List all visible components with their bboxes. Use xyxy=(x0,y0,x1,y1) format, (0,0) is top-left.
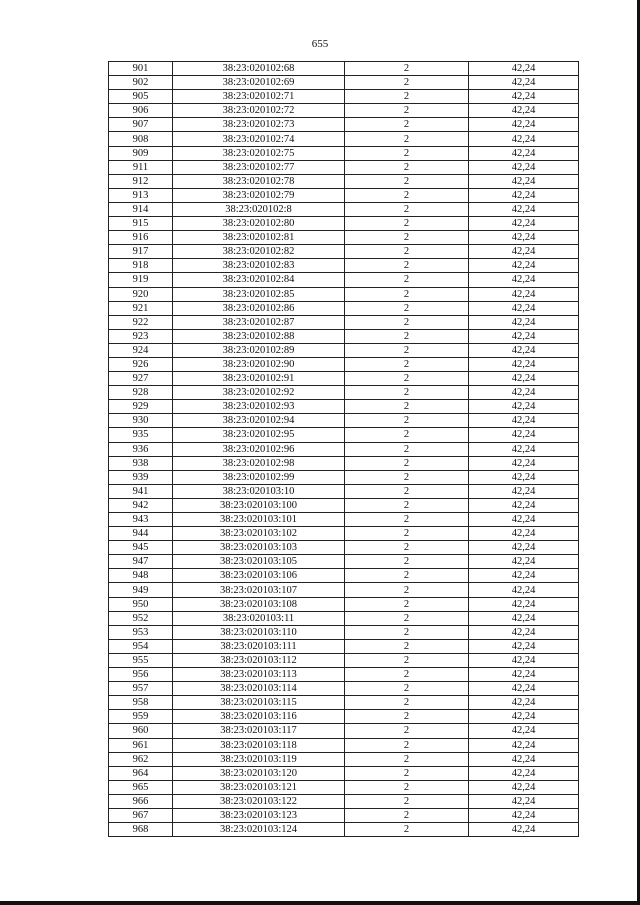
table-row xyxy=(109,583,579,597)
table-row xyxy=(109,794,579,808)
row-number-cell: 921 xyxy=(109,301,173,315)
cadastral-number-cell: 38:23:020102:96 xyxy=(173,442,345,456)
count-cell: 2 xyxy=(345,90,469,104)
area-cell: 42,24 xyxy=(469,160,579,174)
count-cell: 2 xyxy=(345,696,469,710)
count-cell: 2 xyxy=(345,597,469,611)
count-cell: 2 xyxy=(345,527,469,541)
cadastral-number-cell: 38:23:020103:101 xyxy=(173,513,345,527)
area-cell: 42,24 xyxy=(469,414,579,428)
cadastral-number-cell: 38:23:020102:8 xyxy=(173,202,345,216)
table-row xyxy=(109,62,579,76)
cadastral-number-cell: 38:23:020103:124 xyxy=(173,823,345,837)
area-cell: 42,24 xyxy=(469,273,579,287)
row-number-cell: 958 xyxy=(109,696,173,710)
area-cell: 42,24 xyxy=(469,456,579,470)
table-row xyxy=(109,668,579,682)
count-cell: 2 xyxy=(345,217,469,231)
row-number-cell: 966 xyxy=(109,794,173,808)
table-row xyxy=(109,104,579,118)
table-row xyxy=(109,639,579,653)
area-cell: 42,24 xyxy=(469,682,579,696)
cadastral-number-cell: 38:23:020102:91 xyxy=(173,372,345,386)
row-number-cell: 956 xyxy=(109,668,173,682)
area-cell: 42,24 xyxy=(469,470,579,484)
count-cell: 2 xyxy=(345,541,469,555)
row-number-cell: 938 xyxy=(109,456,173,470)
cadastral-number-cell: 38:23:020102:78 xyxy=(173,174,345,188)
count-cell: 2 xyxy=(345,372,469,386)
area-cell: 42,24 xyxy=(469,724,579,738)
cadastral-number-cell: 38:23:020102:85 xyxy=(173,287,345,301)
row-number-cell: 923 xyxy=(109,329,173,343)
row-number-cell: 920 xyxy=(109,287,173,301)
cadastral-number-cell: 38:23:020103:102 xyxy=(173,527,345,541)
area-cell: 42,24 xyxy=(469,62,579,76)
count-cell: 2 xyxy=(345,357,469,371)
table-row xyxy=(109,625,579,639)
cadastral-number-cell: 38:23:020103:105 xyxy=(173,555,345,569)
area-cell: 42,24 xyxy=(469,386,579,400)
cadastral-number-cell: 38:23:020102:74 xyxy=(173,132,345,146)
row-number-cell: 953 xyxy=(109,625,173,639)
cadastral-number-cell: 38:23:020102:98 xyxy=(173,456,345,470)
row-number-cell: 954 xyxy=(109,639,173,653)
area-cell: 42,24 xyxy=(469,766,579,780)
row-number-cell: 964 xyxy=(109,766,173,780)
count-cell: 2 xyxy=(345,386,469,400)
table-row xyxy=(109,724,579,738)
count-cell: 2 xyxy=(345,428,469,442)
area-cell: 42,24 xyxy=(469,202,579,216)
row-number-cell: 911 xyxy=(109,160,173,174)
count-cell: 2 xyxy=(345,273,469,287)
count-cell: 2 xyxy=(345,343,469,357)
row-number-cell: 902 xyxy=(109,76,173,90)
area-cell: 42,24 xyxy=(469,301,579,315)
cadastral-number-cell: 38:23:020103:115 xyxy=(173,696,345,710)
table-row xyxy=(109,400,579,414)
cadastral-number-cell: 38:23:020102:82 xyxy=(173,245,345,259)
cadastral-number-cell: 38:23:020102:83 xyxy=(173,259,345,273)
cadastral-number-cell: 38:23:020102:88 xyxy=(173,329,345,343)
row-number-cell: 915 xyxy=(109,217,173,231)
count-cell: 2 xyxy=(345,583,469,597)
area-cell: 42,24 xyxy=(469,357,579,371)
row-number-cell: 919 xyxy=(109,273,173,287)
row-number-cell: 943 xyxy=(109,513,173,527)
count-cell: 2 xyxy=(345,104,469,118)
area-cell: 42,24 xyxy=(469,442,579,456)
area-cell: 42,24 xyxy=(469,639,579,653)
area-cell: 42,24 xyxy=(469,188,579,202)
count-cell: 2 xyxy=(345,611,469,625)
row-number-cell: 949 xyxy=(109,583,173,597)
cadastral-number-cell: 38:23:020102:68 xyxy=(173,62,345,76)
row-number-cell: 922 xyxy=(109,315,173,329)
count-cell: 2 xyxy=(345,259,469,273)
row-number-cell: 908 xyxy=(109,132,173,146)
cadastral-number-cell: 38:23:020103:118 xyxy=(173,738,345,752)
row-number-cell: 945 xyxy=(109,541,173,555)
count-cell: 2 xyxy=(345,202,469,216)
table-row xyxy=(109,513,579,527)
cadastral-number-cell: 38:23:020102:92 xyxy=(173,386,345,400)
cadastral-number-cell: 38:23:020102:77 xyxy=(173,160,345,174)
table-row xyxy=(109,118,579,132)
table-row xyxy=(109,259,579,273)
cadastral-number-cell: 38:23:020102:81 xyxy=(173,231,345,245)
cadastral-number-cell: 38:23:020102:89 xyxy=(173,343,345,357)
area-cell: 42,24 xyxy=(469,583,579,597)
area-cell: 42,24 xyxy=(469,245,579,259)
table-row xyxy=(109,188,579,202)
count-cell: 2 xyxy=(345,710,469,724)
area-cell: 42,24 xyxy=(469,752,579,766)
table-row xyxy=(109,527,579,541)
cadastral-number-cell: 38:23:020103:11 xyxy=(173,611,345,625)
count-cell: 2 xyxy=(345,808,469,822)
count-cell: 2 xyxy=(345,400,469,414)
count-cell: 2 xyxy=(345,639,469,653)
cadastral-number-cell: 38:23:020103:116 xyxy=(173,710,345,724)
count-cell: 2 xyxy=(345,498,469,512)
table-row xyxy=(109,146,579,160)
area-cell: 42,24 xyxy=(469,217,579,231)
cadastral-number-cell: 38:23:020103:106 xyxy=(173,569,345,583)
cadastral-number-cell: 38:23:020103:123 xyxy=(173,808,345,822)
table-row xyxy=(109,808,579,822)
count-cell: 2 xyxy=(345,766,469,780)
area-cell: 42,24 xyxy=(469,597,579,611)
count-cell: 2 xyxy=(345,555,469,569)
table-row xyxy=(109,766,579,780)
table-row xyxy=(109,217,579,231)
table-row xyxy=(109,428,579,442)
table-row xyxy=(109,611,579,625)
row-number-cell: 906 xyxy=(109,104,173,118)
area-cell: 42,24 xyxy=(469,400,579,414)
row-number-cell: 948 xyxy=(109,569,173,583)
table-row xyxy=(109,231,579,245)
cadastral-number-cell: 38:23:020102:79 xyxy=(173,188,345,202)
cadastral-number-cell: 38:23:020103:113 xyxy=(173,668,345,682)
area-cell: 42,24 xyxy=(469,808,579,822)
page-number: 655 xyxy=(311,38,329,50)
count-cell: 2 xyxy=(345,76,469,90)
count-cell: 2 xyxy=(345,682,469,696)
row-number-cell: 916 xyxy=(109,231,173,245)
count-cell: 2 xyxy=(345,668,469,682)
area-cell: 42,24 xyxy=(469,738,579,752)
count-cell: 2 xyxy=(345,484,469,498)
cadastral-number-cell: 38:23:020103:100 xyxy=(173,498,345,512)
area-cell: 42,24 xyxy=(469,118,579,132)
cadastral-number-cell: 38:23:020102:75 xyxy=(173,146,345,160)
cadastral-number-cell: 38:23:020103:122 xyxy=(173,794,345,808)
table-row xyxy=(109,752,579,766)
row-number-cell: 947 xyxy=(109,555,173,569)
area-cell: 42,24 xyxy=(469,780,579,794)
cadastral-number-cell: 38:23:020102:72 xyxy=(173,104,345,118)
area-cell: 42,24 xyxy=(469,90,579,104)
cadastral-number-cell: 38:23:020102:90 xyxy=(173,357,345,371)
row-number-cell: 924 xyxy=(109,343,173,357)
row-number-cell: 955 xyxy=(109,653,173,667)
table-row xyxy=(109,76,579,90)
cadastral-number-cell: 38:23:020103:117 xyxy=(173,724,345,738)
table-row xyxy=(109,160,579,174)
area-cell: 42,24 xyxy=(469,569,579,583)
cadastral-number-cell: 38:23:020102:86 xyxy=(173,301,345,315)
count-cell: 2 xyxy=(345,724,469,738)
area-cell: 42,24 xyxy=(469,104,579,118)
cadastral-number-cell: 38:23:020103:107 xyxy=(173,583,345,597)
row-number-cell: 965 xyxy=(109,780,173,794)
count-cell: 2 xyxy=(345,653,469,667)
row-number-cell: 961 xyxy=(109,738,173,752)
table-row xyxy=(109,287,579,301)
count-cell: 2 xyxy=(345,315,469,329)
cadastral-number-cell: 38:23:020103:114 xyxy=(173,682,345,696)
row-number-cell: 905 xyxy=(109,90,173,104)
area-cell: 42,24 xyxy=(469,527,579,541)
count-cell: 2 xyxy=(345,160,469,174)
area-cell: 42,24 xyxy=(469,823,579,837)
cadastral-number-cell: 38:23:020102:71 xyxy=(173,90,345,104)
row-number-cell: 912 xyxy=(109,174,173,188)
cadastral-number-cell: 38:23:020103:111 xyxy=(173,639,345,653)
area-cell: 42,24 xyxy=(469,668,579,682)
table-row xyxy=(109,456,579,470)
count-cell: 2 xyxy=(345,752,469,766)
count-cell: 2 xyxy=(345,301,469,315)
row-number-cell: 942 xyxy=(109,498,173,512)
cadastral-number-cell: 38:23:020102:87 xyxy=(173,315,345,329)
area-cell: 42,24 xyxy=(469,555,579,569)
row-number-cell: 936 xyxy=(109,442,173,456)
row-number-cell: 959 xyxy=(109,710,173,724)
table-row xyxy=(109,541,579,555)
row-number-cell: 917 xyxy=(109,245,173,259)
cadastral-number-cell: 38:23:020102:69 xyxy=(173,76,345,90)
cadastral-number-cell: 38:23:020102:95 xyxy=(173,428,345,442)
cadastral-number-cell: 38:23:020103:108 xyxy=(173,597,345,611)
table-row xyxy=(109,372,579,386)
area-cell: 42,24 xyxy=(469,76,579,90)
scan-edge-bottom xyxy=(0,901,640,905)
table-row xyxy=(109,597,579,611)
row-number-cell: 927 xyxy=(109,372,173,386)
table-row xyxy=(109,682,579,696)
row-number-cell: 909 xyxy=(109,146,173,160)
row-number-cell: 935 xyxy=(109,428,173,442)
area-cell: 42,24 xyxy=(469,513,579,527)
count-cell: 2 xyxy=(345,231,469,245)
row-number-cell: 968 xyxy=(109,823,173,837)
table-row xyxy=(109,386,579,400)
area-cell: 42,24 xyxy=(469,231,579,245)
table-row xyxy=(109,738,579,752)
area-cell: 42,24 xyxy=(469,625,579,639)
area-cell: 42,24 xyxy=(469,329,579,343)
area-cell: 42,24 xyxy=(469,794,579,808)
table-row xyxy=(109,484,579,498)
table-row xyxy=(109,202,579,216)
table-row xyxy=(109,414,579,428)
count-cell: 2 xyxy=(345,442,469,456)
table-row xyxy=(109,555,579,569)
area-cell: 42,24 xyxy=(469,259,579,273)
table-row xyxy=(109,569,579,583)
table-row xyxy=(109,343,579,357)
count-cell: 2 xyxy=(345,738,469,752)
count-cell: 2 xyxy=(345,174,469,188)
count-cell: 2 xyxy=(345,470,469,484)
count-cell: 2 xyxy=(345,794,469,808)
count-cell: 2 xyxy=(345,188,469,202)
table-row xyxy=(109,273,579,287)
count-cell: 2 xyxy=(345,329,469,343)
count-cell: 2 xyxy=(345,146,469,160)
table-row xyxy=(109,301,579,315)
row-number-cell: 967 xyxy=(109,808,173,822)
cadastral-table xyxy=(108,61,579,837)
area-cell: 42,24 xyxy=(469,146,579,160)
row-number-cell: 960 xyxy=(109,724,173,738)
area-cell: 42,24 xyxy=(469,611,579,625)
table-row xyxy=(109,329,579,343)
row-number-cell: 914 xyxy=(109,202,173,216)
row-number-cell: 941 xyxy=(109,484,173,498)
cadastral-number-cell: 38:23:020103:110 xyxy=(173,625,345,639)
row-number-cell: 930 xyxy=(109,414,173,428)
count-cell: 2 xyxy=(345,456,469,470)
row-number-cell: 950 xyxy=(109,597,173,611)
table-body xyxy=(109,62,579,837)
count-cell: 2 xyxy=(345,625,469,639)
cadastral-number-cell: 38:23:020103:103 xyxy=(173,541,345,555)
row-number-cell: 962 xyxy=(109,752,173,766)
table-row xyxy=(109,315,579,329)
cadastral-number-cell: 38:23:020103:121 xyxy=(173,780,345,794)
area-cell: 42,24 xyxy=(469,315,579,329)
count-cell: 2 xyxy=(345,132,469,146)
count-cell: 2 xyxy=(345,62,469,76)
table-row xyxy=(109,653,579,667)
table-row xyxy=(109,245,579,259)
cadastral-number-cell: 38:23:020102:94 xyxy=(173,414,345,428)
count-cell: 2 xyxy=(345,245,469,259)
area-cell: 42,24 xyxy=(469,132,579,146)
area-cell: 42,24 xyxy=(469,174,579,188)
area-cell: 42,24 xyxy=(469,428,579,442)
count-cell: 2 xyxy=(345,569,469,583)
area-cell: 42,24 xyxy=(469,287,579,301)
cadastral-number-cell: 38:23:020103:10 xyxy=(173,484,345,498)
area-cell: 42,24 xyxy=(469,498,579,512)
area-cell: 42,24 xyxy=(469,372,579,386)
table-row xyxy=(109,90,579,104)
count-cell: 2 xyxy=(345,287,469,301)
count-cell: 2 xyxy=(345,118,469,132)
count-cell: 2 xyxy=(345,513,469,527)
count-cell: 2 xyxy=(345,823,469,837)
cadastral-number-cell: 38:23:020102:93 xyxy=(173,400,345,414)
table-row xyxy=(109,470,579,484)
cadastral-number-cell: 38:23:020102:80 xyxy=(173,217,345,231)
area-cell: 42,24 xyxy=(469,653,579,667)
table-row xyxy=(109,823,579,837)
cadastral-number-cell: 38:23:020102:73 xyxy=(173,118,345,132)
cadastral-number-cell: 38:23:020103:119 xyxy=(173,752,345,766)
row-number-cell: 913 xyxy=(109,188,173,202)
row-number-cell: 918 xyxy=(109,259,173,273)
count-cell: 2 xyxy=(345,414,469,428)
row-number-cell: 939 xyxy=(109,470,173,484)
area-cell: 42,24 xyxy=(469,696,579,710)
row-number-cell: 901 xyxy=(109,62,173,76)
table-row xyxy=(109,357,579,371)
table-row xyxy=(109,442,579,456)
table-row xyxy=(109,696,579,710)
area-cell: 42,24 xyxy=(469,484,579,498)
table-row xyxy=(109,710,579,724)
row-number-cell: 957 xyxy=(109,682,173,696)
table-row xyxy=(109,780,579,794)
cadastral-number-cell: 38:23:020103:120 xyxy=(173,766,345,780)
area-cell: 42,24 xyxy=(469,710,579,724)
row-number-cell: 907 xyxy=(109,118,173,132)
table-row xyxy=(109,498,579,512)
table-row xyxy=(109,132,579,146)
area-cell: 42,24 xyxy=(469,541,579,555)
cadastral-number-cell: 38:23:020103:112 xyxy=(173,653,345,667)
row-number-cell: 929 xyxy=(109,400,173,414)
row-number-cell: 944 xyxy=(109,527,173,541)
row-number-cell: 926 xyxy=(109,357,173,371)
table-row xyxy=(109,174,579,188)
cadastral-number-cell: 38:23:020102:84 xyxy=(173,273,345,287)
row-number-cell: 952 xyxy=(109,611,173,625)
count-cell: 2 xyxy=(345,780,469,794)
area-cell: 42,24 xyxy=(469,343,579,357)
row-number-cell: 928 xyxy=(109,386,173,400)
cadastral-number-cell: 38:23:020102:99 xyxy=(173,470,345,484)
